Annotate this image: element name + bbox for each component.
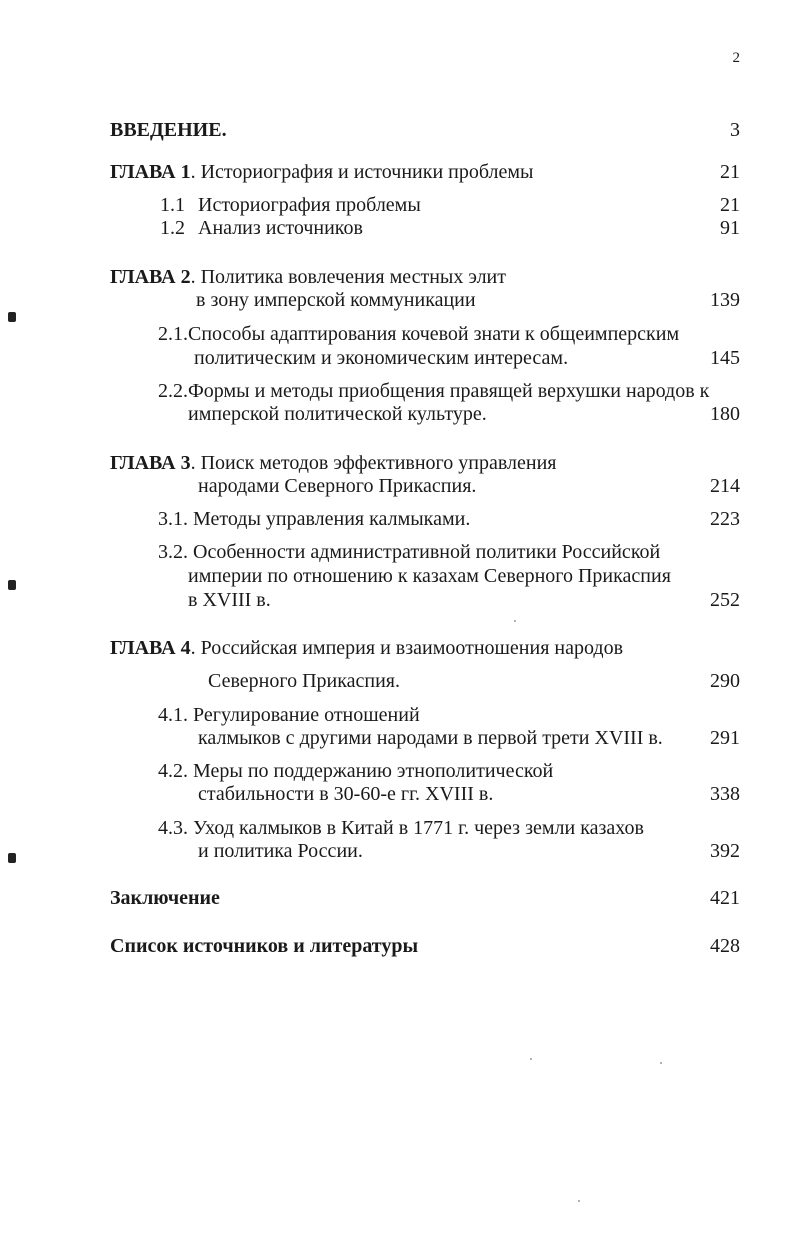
toc-section-2-1-line2: политическим и экономическим интересам. — [194, 347, 569, 369]
toc-chapter-3-page: 214 — [710, 475, 740, 497]
toc-chapter-3-title-line1: . Поиск методов эффективного управления — [190, 452, 557, 474]
toc-section-3-2-page: 252 — [710, 589, 740, 611]
toc-chapter-4-label: ГЛАВА 4 — [110, 637, 191, 659]
toc-chapter-1-label: ГЛАВА 1 — [110, 161, 191, 183]
toc-chapter-2-heading — [110, 265, 506, 289]
toc-section-1-2-page: 91 — [720, 217, 740, 239]
toc-chapter-2-label: ГЛАВА 2 — [110, 266, 191, 288]
toc-chapter-4-page: 290 — [710, 670, 740, 692]
scan-mark — [8, 580, 16, 590]
toc-chapter-2-page: 139 — [710, 289, 740, 311]
toc-section-2-1-line1: 2.1.Способы адаптирования кочевой знати к общеимперским — [158, 323, 680, 345]
toc-chapter-3-heading — [110, 451, 557, 475]
toc-section-4-1-page: 291 — [710, 727, 740, 749]
toc-conclusion-title: Заключение — [110, 887, 220, 909]
toc-section-1-1-title: Историография проблемы — [198, 194, 421, 216]
toc-section-3-1-title: 3.1. Методы управления калмыками. — [158, 508, 471, 530]
toc-chapter-3-title-line2: народами Северного Прикаспия. — [198, 475, 477, 497]
toc-section-3-2-line3: в XVIII в. — [188, 589, 271, 611]
toc-section-1-1-number: 1.1 — [160, 194, 185, 216]
toc-sources-page: 428 — [710, 935, 740, 957]
toc-section-4-3-page: 392 — [710, 840, 740, 862]
scan-mark — [8, 853, 16, 863]
page-number: 2 — [732, 50, 740, 66]
toc-section-4-2-line1: 4.2. Меры по поддержанию этнополитической — [158, 760, 554, 782]
toc-section-2-2-page: 180 — [710, 403, 740, 425]
toc-section-4-2-page: 338 — [710, 783, 740, 805]
toc-section-4-1-line1: 4.1. Регулирование отношений — [158, 704, 420, 726]
toc-chapter-1-title: . Историография и источники проблемы — [190, 161, 534, 183]
toc-conclusion-page: 421 — [710, 887, 740, 909]
scan-speck — [578, 1200, 580, 1202]
toc-section-4-3-line1: 4.3. Уход калмыков в Китай в 1771 г. через земли казахов — [158, 817, 644, 839]
toc-chapter-3-label: ГЛАВА 3 — [110, 452, 191, 474]
toc-section-4-1-line2: калмыков с другими народами в первой трети XVIII в. — [198, 727, 663, 749]
toc-section-1-2-title: Анализ источников — [198, 217, 363, 239]
toc-section-2-1-page: 145 — [710, 347, 740, 369]
toc-section-3-1-page: 223 — [710, 508, 740, 530]
toc-section-4-3-line2: и политика России. — [198, 840, 363, 862]
toc-sources-title: Список источников и литературы — [110, 935, 419, 957]
scan-speck — [530, 1058, 532, 1060]
toc-section-1-2-number: 1.2 — [160, 217, 185, 239]
toc-chapter-2-title-line1: . Политика вовлечения местных элит — [190, 266, 506, 288]
toc-intro-title: ВВЕДЕНИЕ. — [110, 119, 227, 141]
toc-section-3-2-line1: 3.2. Особенности административной политики Российской — [158, 541, 661, 563]
toc-section-1-1-page: 21 — [720, 194, 740, 216]
toc-chapter-1-heading — [110, 160, 533, 184]
toc-chapter-2-title-line2: в зону имперской коммуникации — [196, 289, 476, 311]
scan-speck — [514, 620, 516, 622]
toc-section-3-2-line2: империи по отношению к казахам Северного Прикаспия — [188, 565, 671, 587]
toc-chapter-1-page: 21 — [720, 161, 740, 183]
toc-section-4-2-line2: стабильности в 30-60-е гг. XVIII в. — [198, 783, 494, 805]
toc-intro-page: 3 — [730, 119, 740, 141]
scan-speck — [660, 1062, 662, 1064]
scan-mark — [8, 312, 16, 322]
toc-chapter-4-heading — [110, 636, 623, 660]
toc-chapter-4-title-line1: . Российская империя и взаимоотношения народов — [190, 637, 624, 659]
toc-section-2-2-line2: имперской политической культуре. — [188, 403, 487, 425]
toc-chapter-4-title-line2: Северного Прикаспия. — [208, 670, 400, 692]
toc-section-2-2-line1: 2.2.Формы и методы приобщения правящей верхушки народов к — [158, 380, 710, 402]
